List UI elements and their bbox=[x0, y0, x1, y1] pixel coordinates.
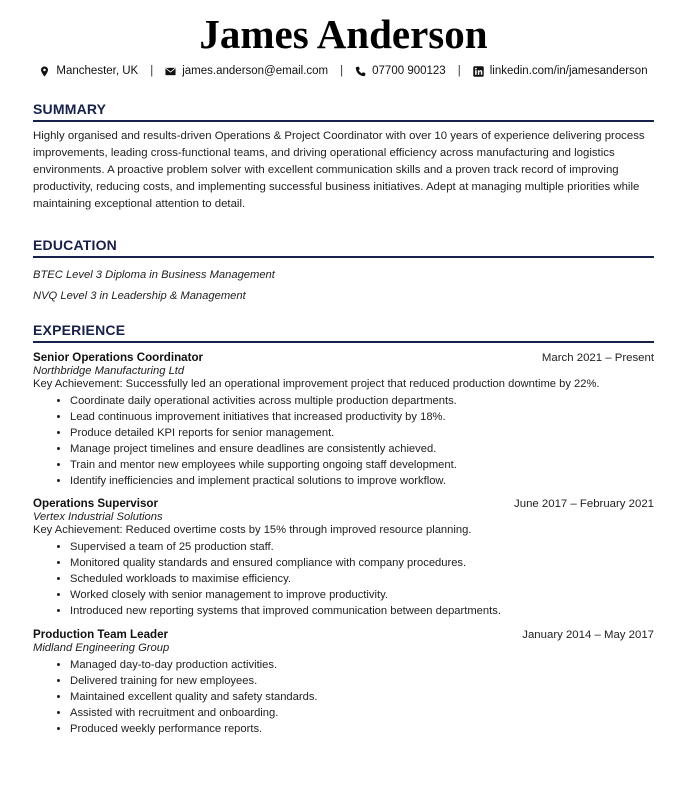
contact-bar bbox=[33, 65, 654, 77]
contact-separator: | bbox=[150, 65, 154, 77]
duty-item: • Lead continuous improvement initiatives that increased productivity by 18%. bbox=[70, 410, 654, 426]
job-header bbox=[33, 497, 654, 510]
job-duties bbox=[33, 394, 654, 489]
job-achievement: Key Achievement: Successfully led an operational improvement project that reduced production downtime by 22%. bbox=[33, 378, 600, 390]
job-company: Northbridge Manufacturing Ltd bbox=[33, 365, 185, 377]
job-entry bbox=[33, 351, 654, 489]
job-header bbox=[33, 628, 654, 641]
education-item: BTEC Level 3 Diploma in Business Management bbox=[33, 269, 275, 281]
job-header bbox=[33, 351, 654, 364]
job-dates: January 2014 – May 2017 bbox=[522, 628, 654, 641]
education-heading: EDUCATION bbox=[33, 237, 654, 258]
job-company: Midland Engineering Group bbox=[33, 641, 170, 654]
duty-item: • Delivered training for new employees. bbox=[70, 674, 654, 690]
linkedin-text[interactable]: linkedin.com/in/jamesanderson bbox=[489, 65, 648, 77]
phone-text[interactable]: 07700 900123 bbox=[372, 65, 446, 77]
duty-item: • Maintained excellent quality and safety standards. bbox=[70, 690, 654, 706]
duty-item: • Identify inefficiencies and implement practical solutions to improve workflow. bbox=[70, 474, 654, 490]
summary-text: Highly organised and results-driven Operations & Project Coordinator with over 10 years of experience delivering process improvements, leading cross-functional teams, and driving operational efficiency across manufacturing and logistics environments. A proactive problem solver with excellent communication skills and a proven track record of improving productivity, reducing costs, and implementing successful business initiatives. Adept at managing multiple priorities while maintaining exceptional attention to detail. bbox=[33, 130, 645, 210]
job-duties bbox=[33, 658, 654, 738]
job-role: Operations Supervisor bbox=[33, 497, 158, 511]
duty-item: • Produced weekly performance reports. bbox=[70, 722, 654, 738]
duty-item: • Introduced new reporting systems that improved communication between departments. bbox=[70, 604, 654, 620]
job-achievement: Key Achievement: Reduced overtime costs by 15% through improved resource planning. bbox=[33, 524, 472, 537]
resume-name: James Anderson bbox=[199, 11, 488, 57]
duty-item: • Assisted with recruitment and onboarding. bbox=[70, 706, 654, 722]
duty-item: • Monitored quality standards and ensured compliance with company procedures. bbox=[70, 556, 654, 572]
email-text[interactable]: james.anderson@email.com bbox=[182, 65, 329, 77]
contact-location bbox=[39, 65, 138, 77]
duty-item: • Managed day-to-day production activities. bbox=[70, 658, 654, 674]
location-text: Manchester, UK bbox=[56, 65, 139, 77]
duty-item: • Manage project timelines and ensure deadlines are consistently achieved. bbox=[70, 442, 654, 458]
duty-item: • Train and mentor new employees while supporting ongoing staff development. bbox=[70, 458, 654, 474]
job-duties bbox=[33, 540, 654, 620]
contact-separator: | bbox=[457, 65, 461, 77]
job-dates: March 2021 – Present bbox=[541, 352, 654, 364]
envelope-icon bbox=[165, 66, 176, 77]
experience-heading: EXPERIENCE bbox=[33, 322, 654, 343]
contact-phone[interactable] bbox=[355, 65, 446, 77]
summary-heading: SUMMARY bbox=[33, 101, 654, 122]
contact-linkedin[interactable] bbox=[473, 65, 648, 77]
map-pin-icon bbox=[39, 66, 50, 77]
job-role: Senior Operations Coordinator bbox=[33, 351, 204, 364]
phone-icon bbox=[355, 66, 366, 77]
job-company: Vertex Industrial Solutions bbox=[33, 511, 163, 524]
duty-item: • Produce detailed KPI reports for senior management. bbox=[70, 426, 654, 442]
job-entry bbox=[33, 628, 654, 738]
contact-email[interactable] bbox=[165, 65, 328, 77]
duty-item: • Scheduled workloads to maximise efficiency. bbox=[70, 572, 654, 588]
contact-separator: | bbox=[340, 65, 344, 77]
education-item: NVQ Level 3 in Leadership & Management bbox=[33, 290, 246, 302]
job-dates: June 2017 – February 2021 bbox=[514, 498, 654, 511]
duty-item: • Supervised a team of 25 production staff. bbox=[70, 540, 654, 556]
job-entry bbox=[33, 497, 654, 620]
duty-item: • Worked closely with senior management to improve productivity. bbox=[70, 588, 654, 604]
duty-item: • Coordinate daily operational activities across multiple production departments. bbox=[70, 394, 654, 410]
linkedin-icon bbox=[473, 66, 484, 77]
job-role: Production Team Leader bbox=[33, 627, 169, 641]
